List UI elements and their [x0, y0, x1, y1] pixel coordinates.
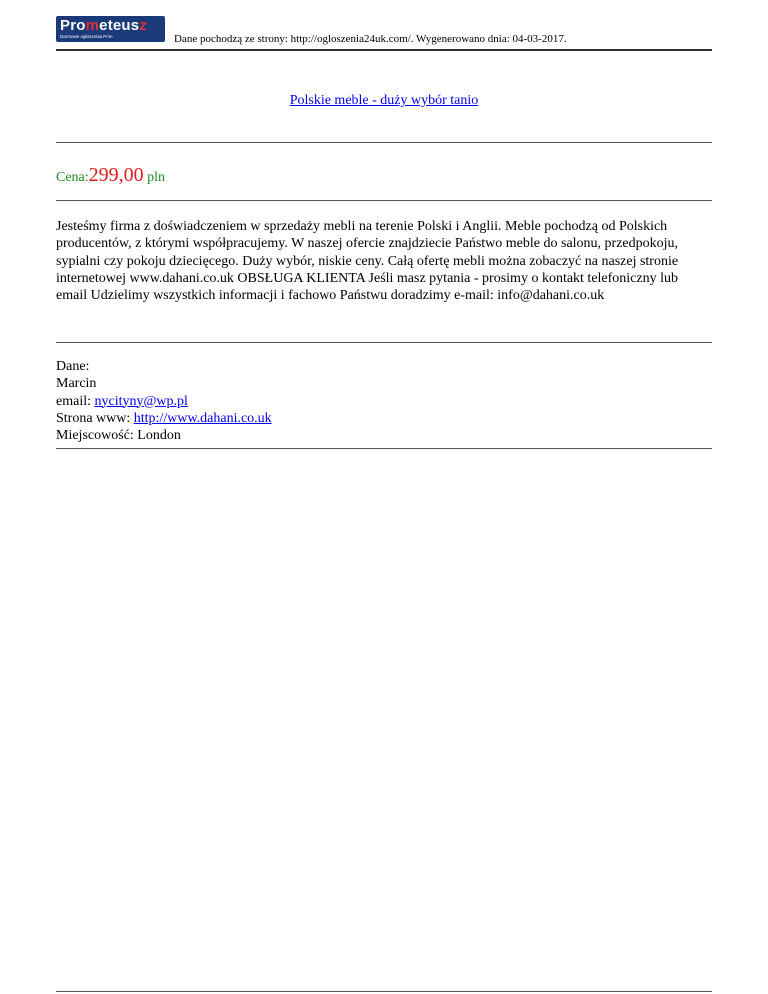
price-label: Cena:: [56, 170, 89, 185]
price-divider: [56, 200, 712, 201]
contact-www-label: Strona www:: [56, 410, 134, 426]
source-note: Dane pochodzą ze strony: http://ogloszenia24uk.com/. Wygenerowano dnia: 04-03-2017.: [174, 33, 567, 45]
price-line: [56, 164, 165, 189]
price-currency: pln: [147, 170, 166, 185]
description-divider: [56, 342, 712, 343]
contact-city-value: London: [137, 428, 181, 444]
contact-email-row: [56, 393, 712, 410]
prometeusz-logo: [56, 16, 165, 42]
contact-name: Marcin: [56, 376, 97, 392]
contact-email-label: email:: [56, 393, 95, 409]
listing-title: [56, 92, 712, 109]
listing-description: Jesteśmy firma z doświadczeniem w sprzedaży mebli na terenie Polski i Anglii. Meble pochodzą od Polskich producentów, z którymi współpracujemy. W naszej ofercie znajdziecie Państwo meble do salonu, przedpokoju, sypialni czy pokoju dziecięcego. Duży wybór, niskie ceny. Całą ofertę mebli można zobaczyć na naszej stronie internetowej www.dahani.co.uk OBSŁUGA KLIENTA Jeśli masz pytania - prosimy o kontakt telefoniczny lub email Udzielimy wszystkich informacji i fachowo Państwu doradzimy e-mail: info@dahani.co.uk: [56, 219, 679, 304]
document-page: [56, 0, 712, 994]
header-divider: [56, 49, 712, 51]
contact-city-row: [56, 427, 712, 444]
contact-email-link[interactable]: nycityny@wp.pl: [94, 393, 188, 409]
price-value: 299,00: [88, 164, 144, 186]
contact-city-label: Miejscowość:: [56, 428, 138, 444]
listing-title-link[interactable]: Polskie meble - duży wybór tanio: [289, 93, 479, 108]
contact-www-link[interactable]: http://www.dahani.co.uk: [133, 410, 272, 426]
logo-tagline: Darmowe ogłoszenia Prim: [60, 34, 113, 39]
contact-www-row: [56, 410, 712, 427]
contact-divider: [56, 448, 712, 449]
title-divider: [56, 142, 712, 143]
contact-heading: Dane:: [56, 359, 90, 374]
contact-block: [56, 358, 712, 444]
logo-wordmark: Prometeusz: [60, 17, 148, 34]
footer-divider: [56, 991, 712, 992]
